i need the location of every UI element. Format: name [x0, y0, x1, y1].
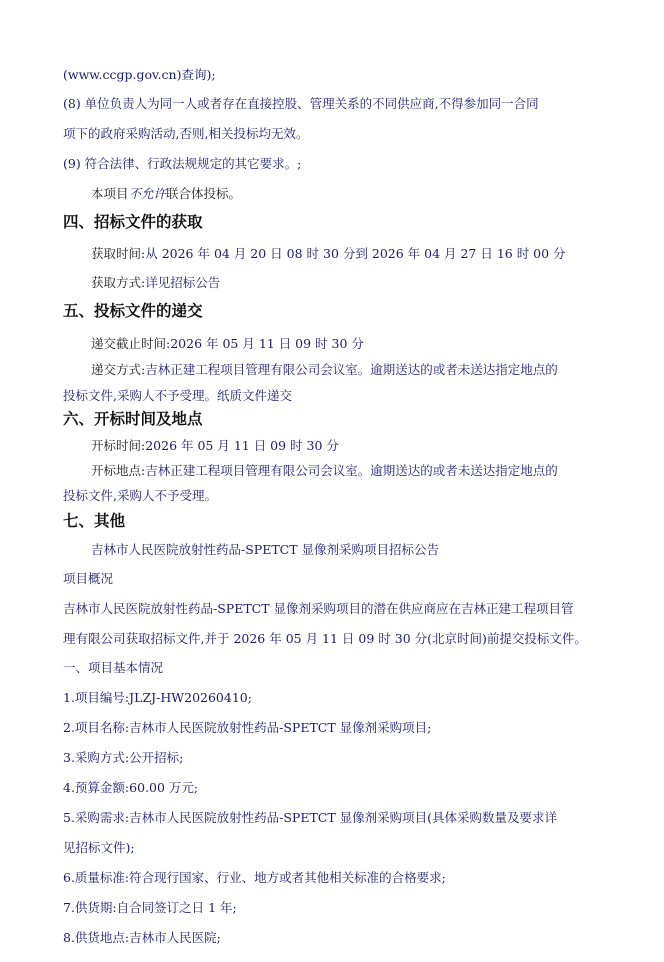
list-item: 6.质量标准:符合现行国家、行业、地方或者其他相关标准的合格要求;: [63, 870, 446, 885]
field-label: 递交截止时间:: [91, 336, 171, 351]
list-item: 5.采购需求:吉林市人民医院放射性药品-SPETCT 显像剂采购项目(具体采购数量及要求详: [63, 810, 558, 825]
list-item: 见招标文件);: [63, 840, 135, 855]
list-item: 4.预算金额:60.00 万元;: [63, 780, 199, 795]
text-line: (9) 符合法律、行政法规规定的其它要求。;: [63, 156, 302, 171]
field-value: 吉林正建工程项目管理有限公司会议室。逾期送达的或者未送达指定地点的: [145, 362, 558, 377]
field-value: 2026 年 05 月 11 日 09 时 30 分: [170, 336, 364, 351]
text-line: [91, 336, 364, 352]
text-line: 一、项目基本情况: [63, 660, 164, 675]
section-heading: 四、招标文件的获取: [63, 213, 203, 231]
text-line: 投标文件,采购人不予受理。: [63, 488, 217, 503]
list-item: 2.项目名称:吉林市人民医院放射性药品-SPETCT 显像剂采购项目;: [63, 720, 432, 735]
text-line: [91, 463, 558, 479]
text-line: [91, 246, 566, 262]
field-value: 2026 年 05 月 11 日 09 时 30 分: [145, 438, 339, 453]
text-line: 吉林市人民医院放射性药品-SPETCT 显像剂采购项目招标公告: [91, 542, 440, 557]
list-item: 7.供货期:自合同签订之日 1 年;: [63, 900, 237, 915]
emphasis-text: 不允许: [128, 186, 167, 201]
field-label: 获取时间:: [91, 246, 146, 261]
list-item: 8.供货地点:吉林市人民医院;: [63, 930, 221, 945]
field-label: 开标地点:: [91, 463, 146, 478]
field-label: 获取方式:: [91, 275, 146, 290]
consortium-line: [91, 186, 241, 202]
field-value: 吉林正建工程项目管理有限公司会议室。逾期送达的或者未送达指定地点的: [145, 463, 558, 478]
text-line: [91, 275, 220, 291]
text-line: 理有限公司获取招标文件,并于 2026 年 05 月 11 日 09 时 30 分(北京时间)前提交投标文件。: [63, 631, 587, 646]
list-item: 1.项目编号:JLZJ-HW20260410;: [63, 690, 252, 705]
text-line: [91, 438, 339, 454]
field-label: 开标时间:: [91, 438, 146, 453]
text-line: (www.ccgp.gov.cn)查询);: [63, 67, 216, 82]
text-line: [91, 362, 558, 378]
field-label: 递交方式:: [91, 362, 146, 377]
text-segment: 本项目: [91, 186, 129, 201]
section-heading: 五、投标文件的递交: [63, 302, 203, 320]
text-segment: 联合体投标。: [166, 186, 242, 201]
text-line: 项目概况: [63, 571, 114, 586]
text-line: 项下的政府采购活动,否则,相关投标均无效。: [63, 126, 309, 141]
field-value: 从 2026 年 04 月 20 日 08 时 30 分到 2026 年 04 月 27 日 16 时 00 分: [145, 246, 566, 261]
text-line: (8) 单位负责人为同一人或者存在直接控股、管理关系的不同供应商,不得参加同一合同: [63, 96, 539, 111]
list-item: 3.采购方式:公开招标;: [63, 750, 184, 765]
text-line: 投标文件,采购人不予受理。纸质文件递交: [63, 388, 292, 403]
field-value: 详见招标公告: [145, 275, 221, 290]
section-heading: 六、开标时间及地点: [63, 410, 203, 428]
text-line: 吉林市人民医院放射性药品-SPETCT 显像剂采购项目的潜在供应商应在吉林正建工程项目管: [63, 601, 574, 616]
section-heading: 七、其他: [63, 512, 126, 530]
